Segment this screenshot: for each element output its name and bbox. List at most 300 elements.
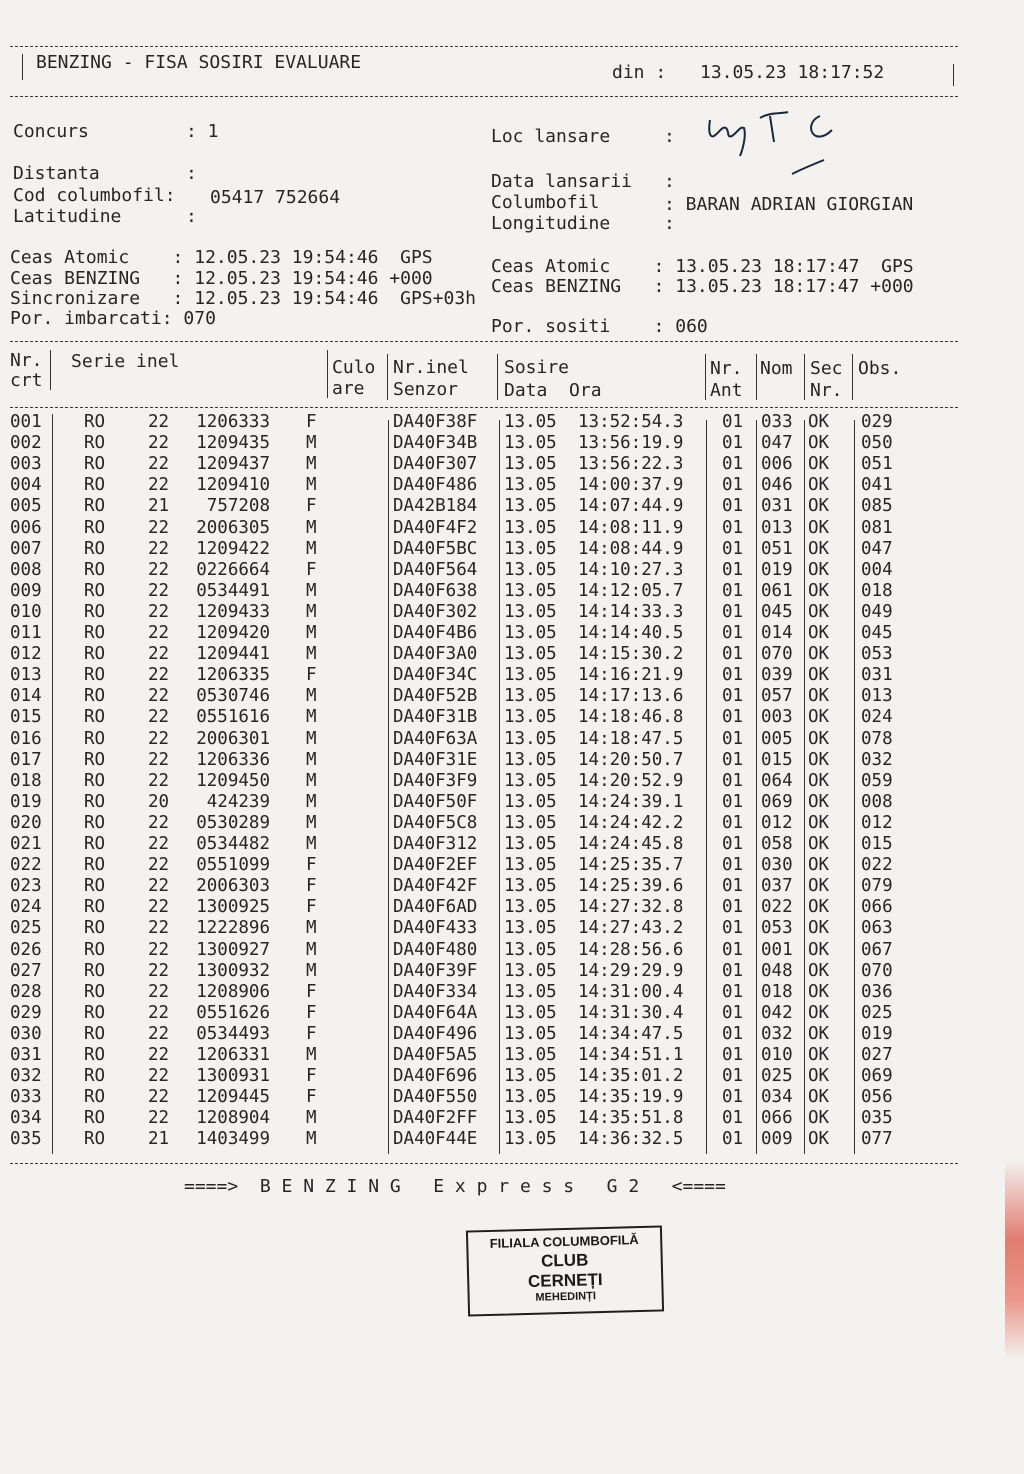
row-antenna: 01 bbox=[722, 1066, 744, 1087]
row-ring-number: 757208 bbox=[206, 496, 270, 517]
row-nom: 001 bbox=[761, 939, 793, 960]
longitudine-sep: : bbox=[664, 213, 675, 234]
row-ring-number: 1209433 bbox=[196, 601, 270, 622]
row-ring-number: 2006305 bbox=[196, 517, 270, 538]
table-row bbox=[0, 686, 1024, 707]
row-year: 22 bbox=[148, 686, 170, 707]
row-nom: 058 bbox=[761, 834, 793, 854]
row-country: RO bbox=[84, 960, 106, 981]
row-country: RO bbox=[84, 580, 106, 601]
row-sensor: DA40F50F bbox=[393, 791, 478, 812]
row-nom: 009 bbox=[761, 1129, 793, 1150]
row-sensor: DA40F31B bbox=[393, 707, 478, 728]
row-sex: F bbox=[306, 1023, 317, 1044]
hdr-sep-4 bbox=[497, 354, 498, 400]
row-antenna: 01 bbox=[722, 538, 744, 559]
table-row bbox=[0, 518, 1024, 539]
row-antenna: 01 bbox=[722, 559, 744, 580]
row-arrival-time: 13:52:54.3 bbox=[578, 412, 684, 432]
row-security: OK bbox=[808, 960, 830, 981]
row-obs: 053 bbox=[861, 644, 893, 665]
row-antenna: 01 bbox=[722, 433, 744, 454]
row-antenna: 01 bbox=[722, 918, 744, 939]
row-arrival-date: 13.05 bbox=[504, 812, 557, 833]
row-arrival-time: 14:34:47.5 bbox=[578, 1023, 684, 1044]
row-ring-number: 1206331 bbox=[196, 1045, 270, 1065]
row-ring-number: 1209420 bbox=[196, 623, 270, 643]
col-nr-ant-line1: Nr. bbox=[710, 358, 743, 379]
row-country: RO bbox=[84, 728, 106, 749]
row-security: OK bbox=[808, 749, 830, 770]
row-security: OK bbox=[808, 686, 830, 707]
row-obs: 041 bbox=[861, 475, 893, 496]
table-header-divider bbox=[10, 407, 958, 408]
col-sosire-line2: Data Ora bbox=[504, 380, 602, 401]
row-obs: 018 bbox=[861, 580, 893, 601]
table-row bbox=[0, 496, 1024, 517]
table-row bbox=[0, 665, 1024, 686]
row-nr: 002 bbox=[10, 433, 42, 454]
table-row bbox=[0, 876, 1024, 897]
row-nr: 008 bbox=[10, 559, 42, 580]
row-security: OK bbox=[808, 834, 830, 854]
row-year: 22 bbox=[148, 538, 170, 559]
table-row bbox=[0, 729, 1024, 750]
row-arrival-date: 13.05 bbox=[504, 496, 557, 517]
row-country: RO bbox=[84, 1002, 106, 1023]
row-ring-number: 1222896 bbox=[196, 918, 270, 939]
row-ring-number: 1206333 bbox=[196, 412, 270, 432]
stamp-line1: FILIALA COLUMBOFILĂ bbox=[489, 1232, 639, 1251]
row-sensor: DA40F334 bbox=[393, 981, 478, 1002]
table-row bbox=[0, 475, 1024, 496]
row-arrival-date: 13.05 bbox=[504, 412, 557, 432]
row-security: OK bbox=[808, 1045, 830, 1065]
row-nom: 033 bbox=[761, 412, 793, 432]
row-sensor: DA40F6AD bbox=[393, 897, 478, 918]
row-sensor: DA40F4B6 bbox=[393, 623, 478, 643]
row-sensor: DA40F312 bbox=[393, 834, 478, 854]
row-arrival-time: 14:31:30.4 bbox=[578, 1002, 684, 1023]
row-country: RO bbox=[84, 1066, 106, 1087]
col-sosire-line1: Sosire bbox=[504, 357, 570, 378]
row-arrival-time: 14:12:05.7 bbox=[578, 580, 684, 601]
row-nr: 030 bbox=[10, 1023, 42, 1044]
row-security: OK bbox=[808, 475, 830, 496]
row-sex: M bbox=[306, 812, 317, 833]
row-arrival-date: 13.05 bbox=[504, 644, 557, 665]
row-country: RO bbox=[84, 1045, 106, 1065]
row-arrival-date: 13.05 bbox=[504, 1108, 557, 1129]
row-ring-number: 0551616 bbox=[196, 707, 270, 728]
row-ring-number: 0551626 bbox=[196, 1002, 270, 1023]
row-arrival-date: 13.05 bbox=[504, 601, 557, 622]
row-sensor: DA40F638 bbox=[393, 580, 478, 601]
row-antenna: 01 bbox=[722, 981, 744, 1002]
row-arrival-date: 13.05 bbox=[504, 918, 557, 939]
row-arrival-date: 13.05 bbox=[504, 1002, 557, 1023]
table-row bbox=[0, 539, 1024, 560]
row-security: OK bbox=[808, 559, 830, 580]
col-sec-line2: Nr. bbox=[810, 380, 843, 401]
col-serie-inel: Serie inel bbox=[71, 351, 180, 372]
table-row bbox=[0, 1003, 1024, 1024]
hdr-sep-1 bbox=[50, 350, 51, 390]
row-nom: 012 bbox=[761, 812, 793, 833]
row-arrival-date: 13.05 bbox=[504, 834, 557, 854]
row-antenna: 01 bbox=[722, 960, 744, 981]
red-edge-mark bbox=[1005, 1160, 1024, 1360]
hdr-sep-7 bbox=[804, 354, 805, 400]
report-date-label: din : bbox=[612, 62, 667, 83]
hdr-sep-6 bbox=[756, 354, 757, 400]
row-sex: F bbox=[306, 876, 317, 897]
row-ring-number: 0534493 bbox=[196, 1023, 270, 1044]
row-ring-number: 1209450 bbox=[196, 770, 270, 791]
row-nom: 066 bbox=[761, 1108, 793, 1129]
row-obs: 012 bbox=[861, 812, 893, 833]
row-year: 22 bbox=[148, 707, 170, 728]
row-arrival-time: 14:17:13.6 bbox=[578, 686, 684, 707]
row-antenna: 01 bbox=[722, 876, 744, 897]
club-stamp bbox=[466, 1225, 664, 1316]
row-nom: 051 bbox=[761, 538, 793, 559]
benzing-express-footer: ====> B E N Z I N G E x p r e s s G 2 <==== bbox=[184, 1176, 726, 1197]
row-security: OK bbox=[808, 855, 830, 876]
col-nr-inel-line1: Nr.inel bbox=[393, 357, 469, 378]
row-sex: F bbox=[306, 897, 317, 918]
table-row bbox=[0, 1129, 1024, 1150]
row-nom: 064 bbox=[761, 770, 793, 791]
row-security: OK bbox=[808, 897, 830, 918]
porumbei-sositi: Por. sositi : 060 bbox=[491, 316, 708, 337]
table-row bbox=[0, 792, 1024, 813]
row-year: 22 bbox=[148, 939, 170, 960]
row-arrival-date: 13.05 bbox=[504, 728, 557, 749]
row-nom: 015 bbox=[761, 749, 793, 770]
row-sex: M bbox=[306, 707, 317, 728]
table-row bbox=[0, 623, 1024, 644]
row-arrival-time: 14:16:21.9 bbox=[578, 665, 684, 686]
row-year: 22 bbox=[148, 770, 170, 791]
row-arrival-time: 14:29:29.9 bbox=[578, 960, 684, 981]
col-culoare-line1: Culo bbox=[332, 357, 376, 378]
row-sex: M bbox=[306, 939, 317, 960]
row-antenna: 01 bbox=[722, 897, 744, 918]
row-obs: 032 bbox=[861, 749, 893, 770]
row-nr: 032 bbox=[10, 1066, 42, 1087]
table-row bbox=[0, 454, 1024, 475]
row-security: OK bbox=[808, 981, 830, 1002]
row-sensor: DA40F34C bbox=[393, 665, 478, 686]
row-security: OK bbox=[808, 454, 830, 475]
row-antenna: 01 bbox=[722, 728, 744, 749]
row-security: OK bbox=[808, 623, 830, 643]
row-year: 22 bbox=[148, 812, 170, 833]
row-sex: M bbox=[306, 454, 317, 475]
row-nom: 018 bbox=[761, 981, 793, 1002]
row-arrival-date: 13.05 bbox=[504, 517, 557, 538]
row-sensor: DA40F433 bbox=[393, 918, 478, 939]
row-arrival-date: 13.05 bbox=[504, 770, 557, 791]
row-country: RO bbox=[84, 665, 106, 686]
data-lansarii-label: Data lansarii bbox=[491, 171, 632, 192]
row-nr: 034 bbox=[10, 1108, 42, 1129]
row-ring-number: 0534491 bbox=[196, 580, 270, 601]
row-arrival-time: 14:35:19.9 bbox=[578, 1087, 684, 1108]
row-sex: M bbox=[306, 538, 317, 559]
row-antenna: 01 bbox=[722, 1023, 744, 1044]
row-nr: 019 bbox=[10, 791, 42, 812]
row-year: 22 bbox=[148, 1002, 170, 1023]
row-nom: 032 bbox=[761, 1023, 793, 1044]
row-obs: 036 bbox=[861, 981, 893, 1002]
row-antenna: 01 bbox=[722, 1002, 744, 1023]
row-antenna: 01 bbox=[722, 623, 744, 643]
row-country: RO bbox=[84, 1023, 106, 1044]
row-nr: 026 bbox=[10, 939, 42, 960]
row-security: OK bbox=[808, 707, 830, 728]
row-year: 22 bbox=[148, 855, 170, 876]
row-sensor: DA40F550 bbox=[393, 1087, 478, 1108]
row-sensor: DA40F4F2 bbox=[393, 517, 478, 538]
row-obs: 063 bbox=[861, 918, 893, 939]
row-sex: M bbox=[306, 601, 317, 622]
row-sensor: DA40F486 bbox=[393, 475, 478, 496]
header-top-divider bbox=[10, 46, 958, 47]
row-security: OK bbox=[808, 1002, 830, 1023]
row-arrival-date: 13.05 bbox=[504, 538, 557, 559]
row-arrival-date: 13.05 bbox=[504, 665, 557, 686]
row-obs: 008 bbox=[861, 791, 893, 812]
row-security: OK bbox=[808, 1087, 830, 1108]
row-security: OK bbox=[808, 770, 830, 791]
row-obs: 029 bbox=[861, 412, 893, 432]
hdr-sep-5 bbox=[705, 354, 706, 400]
table-row bbox=[0, 771, 1024, 792]
row-obs: 066 bbox=[861, 897, 893, 918]
row-ring-number: 1209445 bbox=[196, 1087, 270, 1108]
row-ring-number: 0530289 bbox=[196, 812, 270, 833]
row-arrival-date: 13.05 bbox=[504, 433, 557, 454]
row-nr: 020 bbox=[10, 812, 42, 833]
row-arrival-date: 13.05 bbox=[504, 1087, 557, 1108]
table-row bbox=[0, 707, 1024, 728]
row-ring-number: 1300925 bbox=[196, 897, 270, 918]
row-nr: 005 bbox=[10, 496, 42, 517]
row-antenna: 01 bbox=[722, 749, 744, 770]
row-obs: 027 bbox=[861, 1045, 893, 1065]
table-row bbox=[0, 834, 1024, 855]
row-arrival-date: 13.05 bbox=[504, 559, 557, 580]
row-sensor: DA40F307 bbox=[393, 454, 478, 475]
table-row bbox=[0, 644, 1024, 665]
row-sensor: DA40F39F bbox=[393, 960, 478, 981]
row-arrival-date: 13.05 bbox=[504, 623, 557, 643]
row-sensor: DA40F5C8 bbox=[393, 812, 478, 833]
stamp-line3: CERNEȚI bbox=[527, 1270, 603, 1291]
row-obs: 059 bbox=[861, 770, 893, 791]
row-country: RO bbox=[84, 876, 106, 897]
table-top-divider bbox=[10, 341, 958, 342]
row-nom: 022 bbox=[761, 897, 793, 918]
hdr-sep-3 bbox=[387, 354, 388, 400]
row-security: OK bbox=[808, 496, 830, 517]
col-nr-line2: crt bbox=[10, 370, 43, 391]
table-row bbox=[0, 918, 1024, 939]
row-arrival-time: 14:18:47.5 bbox=[578, 728, 684, 749]
row-arrival-time: 14:24:42.2 bbox=[578, 812, 684, 833]
row-ring-number: 0551099 bbox=[196, 855, 270, 876]
row-country: RO bbox=[84, 1087, 106, 1108]
row-nr: 009 bbox=[10, 580, 42, 601]
row-obs: 077 bbox=[861, 1129, 893, 1150]
table-row bbox=[0, 1066, 1024, 1087]
row-arrival-date: 13.05 bbox=[504, 454, 557, 475]
row-nr: 029 bbox=[10, 1002, 42, 1023]
row-country: RO bbox=[84, 939, 106, 960]
row-nom: 014 bbox=[761, 623, 793, 643]
row-year: 22 bbox=[148, 454, 170, 475]
row-sex: M bbox=[306, 728, 317, 749]
row-nr: 013 bbox=[10, 665, 42, 686]
row-arrival-time: 14:08:44.9 bbox=[578, 538, 684, 559]
row-arrival-time: 14:36:32.5 bbox=[578, 1129, 684, 1150]
row-antenna: 01 bbox=[722, 496, 744, 517]
row-obs: 081 bbox=[861, 517, 893, 538]
row-year: 22 bbox=[148, 601, 170, 622]
row-security: OK bbox=[808, 939, 830, 960]
row-sensor: DA40F302 bbox=[393, 601, 478, 622]
row-nom: 053 bbox=[761, 918, 793, 939]
row-obs: 035 bbox=[861, 1108, 893, 1129]
table-row bbox=[0, 560, 1024, 581]
row-country: RO bbox=[84, 601, 106, 622]
row-security: OK bbox=[808, 665, 830, 686]
row-nom: 031 bbox=[761, 496, 793, 517]
row-country: RO bbox=[84, 834, 106, 854]
row-obs: 031 bbox=[861, 665, 893, 686]
row-obs: 049 bbox=[861, 601, 893, 622]
row-ring-number: 1208906 bbox=[196, 981, 270, 1002]
row-security: OK bbox=[808, 1023, 830, 1044]
row-arrival-time: 14:24:39.1 bbox=[578, 791, 684, 812]
row-country: RO bbox=[84, 707, 106, 728]
row-nom: 037 bbox=[761, 876, 793, 897]
row-sex: M bbox=[306, 517, 317, 538]
table-row bbox=[0, 855, 1024, 876]
row-arrival-time: 14:35:01.2 bbox=[578, 1066, 684, 1087]
row-arrival-time: 14:20:50.7 bbox=[578, 749, 684, 770]
row-sex: M bbox=[306, 433, 317, 454]
row-nom: 042 bbox=[761, 1002, 793, 1023]
row-year: 22 bbox=[148, 918, 170, 939]
row-ring-number: 1403499 bbox=[196, 1129, 270, 1150]
row-sex: F bbox=[306, 981, 317, 1002]
distanta-sep: : bbox=[186, 163, 197, 184]
row-security: OK bbox=[808, 812, 830, 833]
row-sensor: DA42B184 bbox=[393, 496, 478, 517]
row-year: 22 bbox=[148, 981, 170, 1002]
row-security: OK bbox=[808, 1066, 830, 1087]
row-security: OK bbox=[808, 538, 830, 559]
row-nr: 007 bbox=[10, 538, 42, 559]
row-sex: M bbox=[306, 644, 317, 665]
row-sex: M bbox=[306, 475, 317, 496]
row-arrival-date: 13.05 bbox=[504, 475, 557, 496]
row-year: 22 bbox=[148, 728, 170, 749]
row-antenna: 01 bbox=[722, 454, 744, 475]
row-sex: F bbox=[306, 1066, 317, 1087]
row-year: 22 bbox=[148, 1045, 170, 1065]
table-row bbox=[0, 940, 1024, 961]
table-row bbox=[0, 961, 1024, 982]
row-nr: 024 bbox=[10, 897, 42, 918]
row-ring-number: 1209437 bbox=[196, 454, 270, 475]
row-nr: 016 bbox=[10, 728, 42, 749]
row-obs: 047 bbox=[861, 538, 893, 559]
row-sensor: DA40F5BC bbox=[393, 538, 478, 559]
row-year: 22 bbox=[148, 644, 170, 665]
row-country: RO bbox=[84, 981, 106, 1002]
row-arrival-time: 14:14:33.3 bbox=[578, 601, 684, 622]
row-nr: 031 bbox=[10, 1045, 42, 1065]
sincronizare: Sincronizare : 12.05.23 19:54:46 GPS+03h bbox=[10, 288, 476, 309]
row-country: RO bbox=[84, 475, 106, 496]
row-antenna: 01 bbox=[722, 475, 744, 496]
row-country: RO bbox=[84, 791, 106, 812]
row-ring-number: 1209422 bbox=[196, 538, 270, 559]
row-sensor: DA40F63A bbox=[393, 728, 478, 749]
row-sensor: DA40F564 bbox=[393, 559, 478, 580]
row-ring-number: 0534482 bbox=[196, 834, 270, 854]
row-nom: 005 bbox=[761, 728, 793, 749]
row-nom: 045 bbox=[761, 601, 793, 622]
row-obs: 070 bbox=[861, 960, 893, 981]
row-year: 22 bbox=[148, 475, 170, 496]
row-obs: 025 bbox=[861, 1002, 893, 1023]
row-year: 22 bbox=[148, 749, 170, 770]
row-antenna: 01 bbox=[722, 770, 744, 791]
row-arrival-time: 14:31:00.4 bbox=[578, 981, 684, 1002]
row-security: OK bbox=[808, 1108, 830, 1129]
table-row bbox=[0, 1045, 1024, 1066]
table-row bbox=[0, 813, 1024, 834]
row-antenna: 01 bbox=[722, 791, 744, 812]
row-sensor: DA40F496 bbox=[393, 1023, 478, 1044]
row-nr: 033 bbox=[10, 1087, 42, 1108]
row-antenna: 01 bbox=[722, 517, 744, 538]
row-nr: 014 bbox=[10, 686, 42, 707]
row-obs: 013 bbox=[861, 686, 893, 707]
row-sex: F bbox=[306, 559, 317, 580]
row-nom: 006 bbox=[761, 454, 793, 475]
row-arrival-time: 14:25:35.7 bbox=[578, 855, 684, 876]
columbofil-value: : BARAN ADRIAN GIORGIAN bbox=[664, 194, 914, 215]
row-sensor: DA40F42F bbox=[393, 876, 478, 897]
row-ring-number: 0226664 bbox=[196, 559, 270, 580]
row-arrival-time: 14:28:56.6 bbox=[578, 939, 684, 960]
col-sec-line1: Sec bbox=[810, 358, 843, 379]
table-row bbox=[0, 581, 1024, 602]
header-right-bar bbox=[953, 64, 954, 86]
row-ring-number: 1206335 bbox=[196, 665, 270, 686]
row-nr: 017 bbox=[10, 749, 42, 770]
row-nr: 035 bbox=[10, 1129, 42, 1150]
row-antenna: 01 bbox=[722, 644, 744, 665]
row-ring-number: 1300927 bbox=[196, 939, 270, 960]
row-arrival-time: 14:00:37.9 bbox=[578, 475, 684, 496]
